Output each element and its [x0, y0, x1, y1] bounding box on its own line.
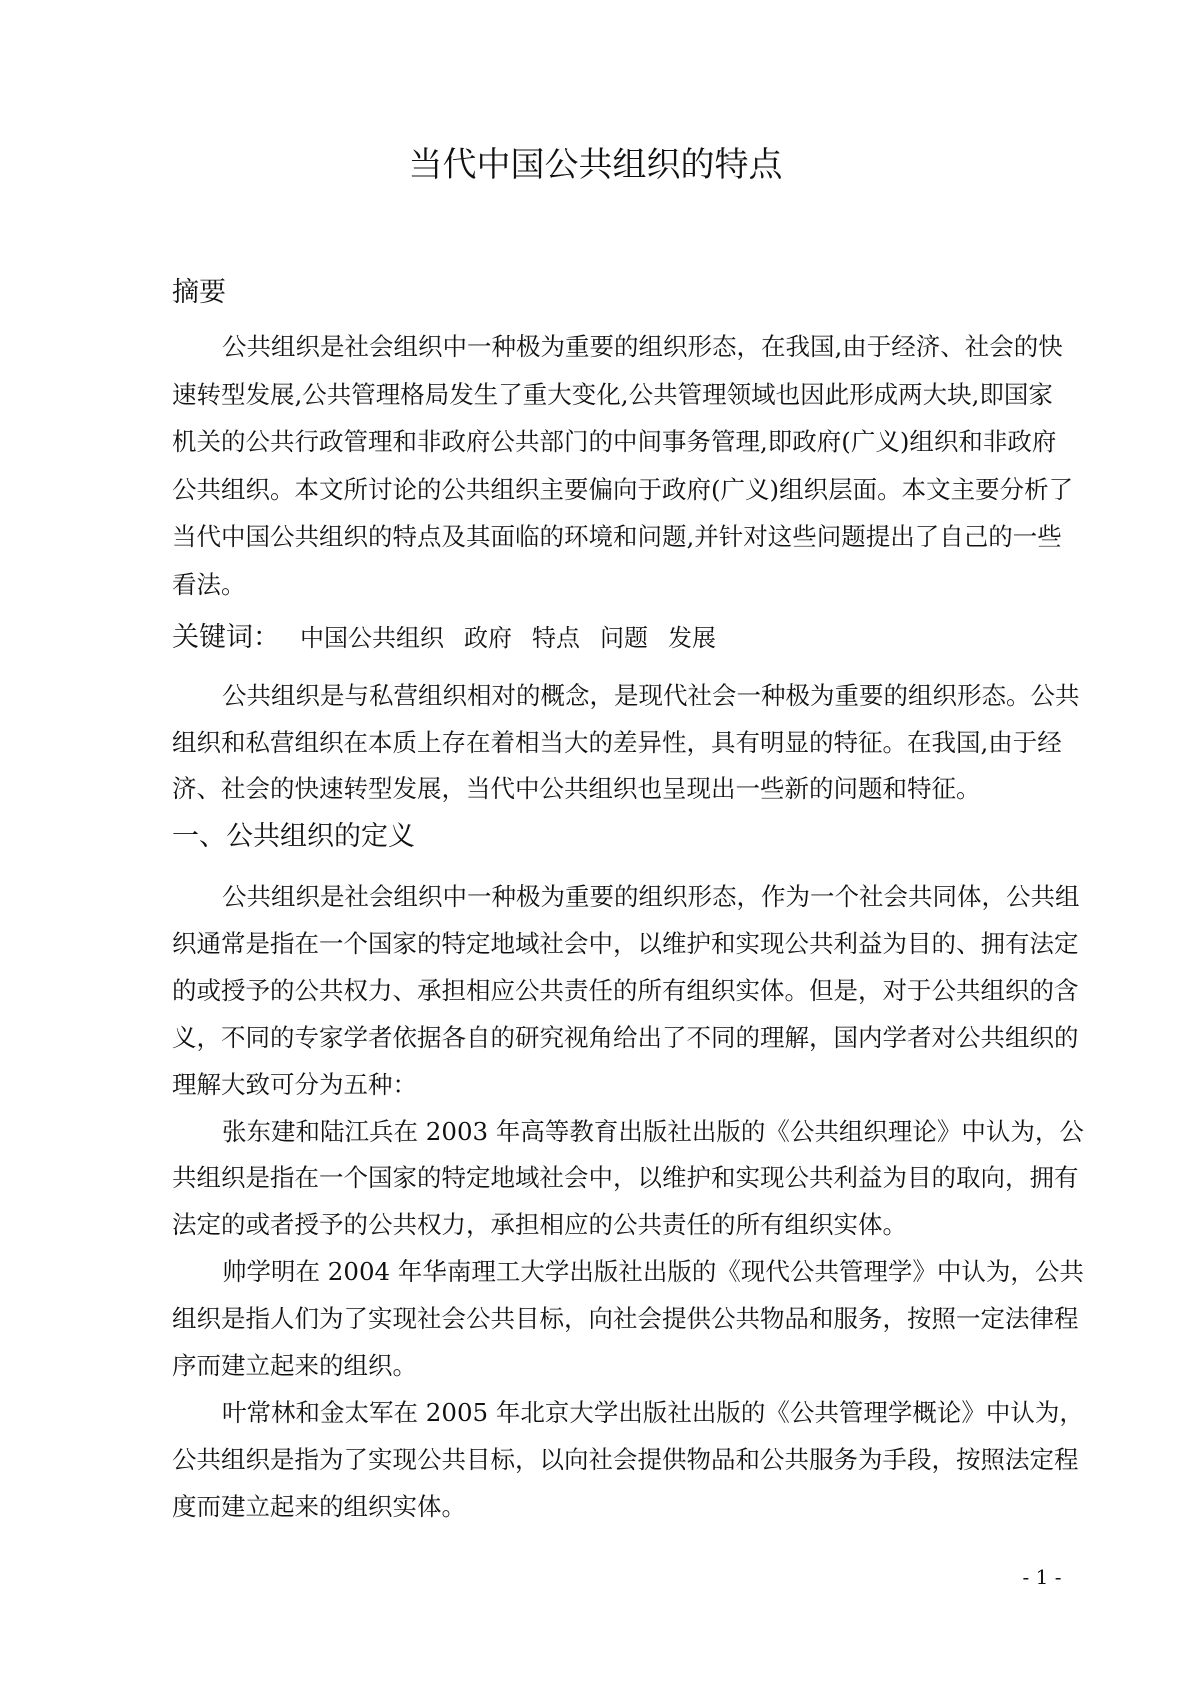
abstract-line: 机关的公共行政管理和非政府公共部门的中间事务管理,即政府(广义)组织和非政府	[172, 427, 1057, 457]
keyword: 政府	[464, 624, 512, 652]
view2-line: 组织是指人们为了实现社会公共目标，向社会提供公共物品和服务，按照一定法律程	[172, 1304, 1079, 1334]
page-number: - 1 -	[1022, 1565, 1062, 1589]
abstract-line: 看法。	[172, 570, 246, 599]
keywords	[172, 618, 716, 661]
keyword: 中国公共组织	[300, 624, 444, 652]
document-title: 当代中国公共组织的特点	[408, 145, 783, 185]
definition-line: 理解大致可分为五种：	[172, 1069, 417, 1099]
view1-line: 法定的或者授予的公共权力，承担相应的公共责任的所有组织实体。	[172, 1210, 907, 1240]
view3-line: 度而建立起来的组织实体。	[172, 1491, 466, 1521]
abstract-line: 公共组织。本文所讨论的公共组织主要偏向于政府(广义)组织层面。本文主要分析了	[172, 474, 1074, 504]
intro-line: 组织和私营组织在本质上存在着相当大的差异性，具有明显的特征。在我国,由于经	[172, 727, 1062, 757]
definition-line: 义，不同的专家学者依据各自的研究视角给出了不同的理解，国内学者对公共组织的	[172, 1022, 1079, 1052]
keyword: 发展	[668, 624, 716, 652]
definition-line: 织通常是指在一个国家的特定地域社会中，以维护和实现公共利益为目的、拥有法定	[172, 928, 1079, 958]
keyword: 特点	[532, 624, 580, 652]
keyword: 问题	[600, 624, 648, 652]
view2-line: 帅学明在 2004 年华南理工大学出版社出版的《现代公共管理学》中认为，公共	[222, 1257, 1084, 1287]
definition-line: 的或授予的公共权力、承担相应公共责任的所有组织实体。但是，对于公共组织的含	[172, 975, 1079, 1005]
view1-line: 张东建和陆江兵在 2003 年高等教育出版社出版的《公共组织理论》中认为，公	[222, 1116, 1084, 1146]
view3-line: 公共组织是指为了实现公共目标，以向社会提供物品和公共服务为手段，按照法定程	[172, 1444, 1079, 1474]
abstract-line: 公共组织是社会组织中一种极为重要的组织形态，在我国,由于经济、社会的快	[222, 332, 1063, 361]
intro-line: 济、社会的快速转型发展，当代中公共组织也呈现出一些新的问题和特征。	[172, 774, 981, 804]
view1-line: 共组织是指在一个国家的特定地域社会中，以维护和实现公共利益为目的取向，拥有	[172, 1163, 1079, 1193]
view2-line: 序而建立起来的组织。	[172, 1351, 417, 1380]
intro-line: 公共组织是与私营组织相对的概念，是现代社会一种极为重要的组织形态。公共	[222, 681, 1080, 710]
section-heading: 一、公共组织的定义	[172, 821, 415, 852]
abstract-line: 当代中国公共组织的特点及其面临的环境和问题,并针对这些问题提出了自己的一些	[172, 522, 1062, 552]
keywords-label: 关键词：	[172, 622, 280, 653]
abstract-line: 速转型发展,公共管理格局发生了重大变化,公共管理领域也因此形成两大块,即国家	[172, 379, 1053, 409]
abstract-heading: 摘要	[172, 277, 226, 308]
definition-line: 公共组织是社会组织中一种极为重要的组织形态，作为一个社会共同体，公共组	[222, 882, 1080, 911]
view3-line: 叶常林和金太军在 2005 年北京大学出版社出版的《公共管理学概论》中认为，	[222, 1397, 1084, 1427]
